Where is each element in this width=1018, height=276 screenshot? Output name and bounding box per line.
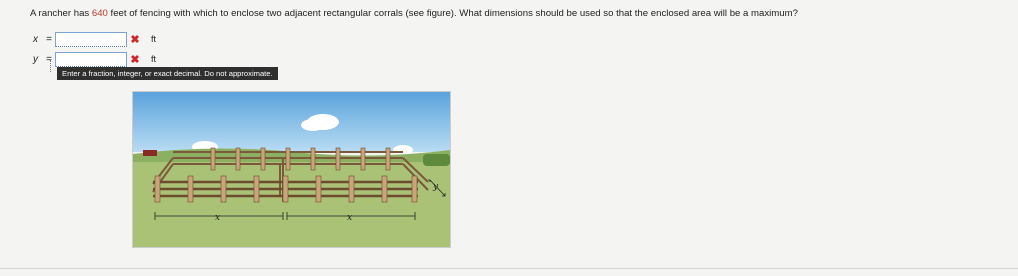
incorrect-x-icon: ✖ xyxy=(130,33,140,46)
hedge xyxy=(423,154,450,166)
input-hint-tooltip: Enter a fraction, integer, or exact decimal. Do not approximate. xyxy=(57,67,278,80)
tooltip-pointer xyxy=(50,60,52,72)
grass xyxy=(133,162,450,247)
equals-sign: = xyxy=(46,53,52,65)
barn xyxy=(143,150,157,156)
unit-label: ft xyxy=(151,54,157,64)
sky xyxy=(133,92,450,152)
y-label: y xyxy=(433,182,439,192)
x-label-right: x xyxy=(347,213,353,223)
answer-input-y[interactable] xyxy=(55,52,127,67)
answer-input-x[interactable] xyxy=(55,32,127,47)
variable-y-label: y xyxy=(33,53,38,65)
incorrect-x-icon: ✖ xyxy=(130,53,140,66)
x-label-left: x xyxy=(215,213,221,223)
fencing-amount: 640 xyxy=(91,8,108,19)
variable-x-label: x xyxy=(33,33,38,45)
equals-sign: = xyxy=(46,33,52,45)
question-text: A rancher has 640 feet of fencing with which to enclose two adjacent rectangular corrals (see figure). What dimensions should be used so that the enclosed area will be a maximum? xyxy=(30,8,798,19)
bottom-divider xyxy=(0,268,1018,269)
corral-figure xyxy=(132,91,451,248)
answer-row-x xyxy=(33,32,156,46)
unit-label: ft xyxy=(151,34,157,44)
corral-illustration xyxy=(133,92,450,247)
